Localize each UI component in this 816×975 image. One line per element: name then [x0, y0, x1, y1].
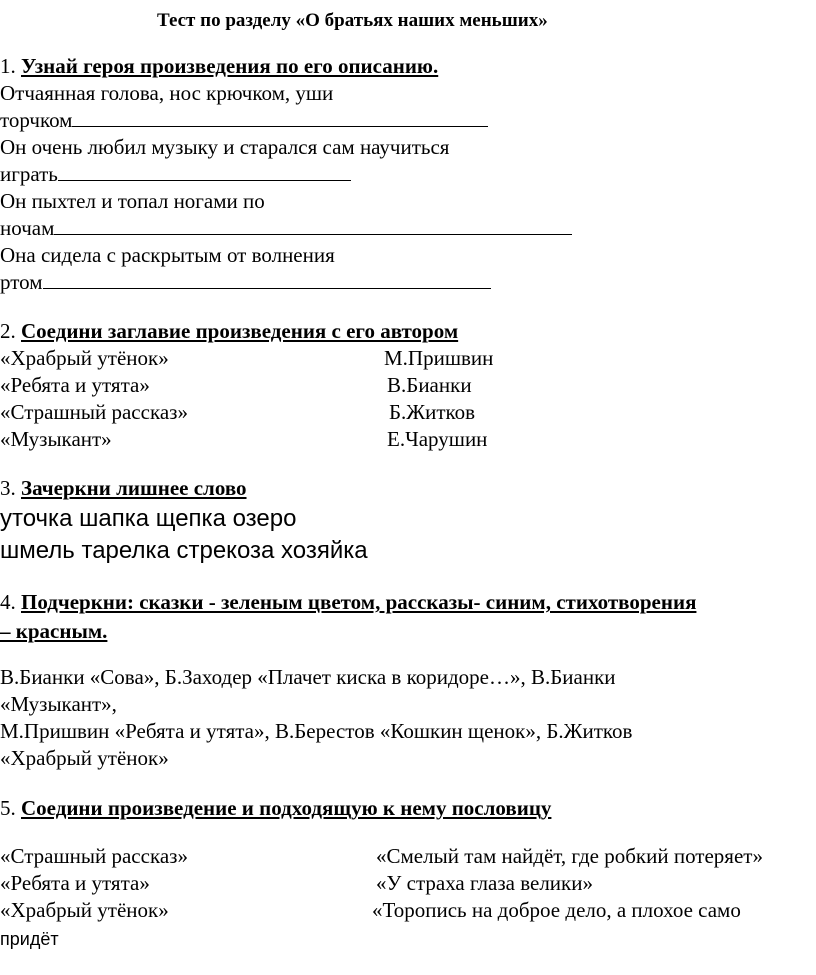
q1-line-2: торчком	[0, 108, 73, 132]
question-2-number: 2.	[0, 319, 16, 343]
answer-blank-4[interactable]	[43, 270, 491, 289]
answer-blank-1[interactable]	[72, 108, 488, 127]
answer-blank-2[interactable]	[58, 162, 351, 181]
page-title: Тест по разделу «О братьях наших меньших»	[157, 10, 548, 31]
q2-title-2: «Ребята и утята»	[0, 373, 150, 397]
question-1-number: 1.	[0, 54, 16, 78]
q2-author-1: М.Пришвин	[384, 346, 494, 370]
q1-answer-row-2	[0, 161, 351, 187]
q4-line-2: «Музыкант»,	[0, 692, 117, 716]
question-4-heading-cont: – красным.	[0, 619, 108, 643]
question-5-number: 5.	[0, 796, 16, 820]
q3-word-row-1: уточка шапка щепка озеро	[0, 505, 297, 532]
q5-proverb-2: «У страха глаза велики»	[376, 871, 593, 895]
question-1-heading: Узнай героя произведения по его описанию.	[21, 54, 439, 78]
q1-line-6: ночам	[0, 216, 55, 240]
answer-blank-3[interactable]	[54, 216, 572, 235]
q2-author-3: Б.Житков	[389, 400, 476, 424]
question-2-header	[0, 318, 458, 344]
q2-title-1: «Храбрый утёнок»	[0, 346, 169, 370]
question-4-number: 4.	[0, 590, 16, 614]
q5-proverb-1: «Смелый там найдёт, где робкий потеряет»	[376, 844, 763, 868]
question-2-heading: Соедини заглавие произведения с его автором	[21, 319, 459, 343]
q3-word-row-2: шмель тарелка стрекоза хозяйка	[0, 537, 368, 564]
q1-line-1: Отчаянная голова, нос крючком, уши	[0, 81, 334, 105]
q5-proverb-3: «Торопись на доброе дело, а плохое само	[372, 898, 741, 922]
question-1-header	[0, 53, 438, 79]
q4-line-3: М.Пришвин «Ребята и утята», В.Берестов «Кошкин щенок», Б.Житков	[0, 719, 633, 743]
q1-answer-row-3	[0, 215, 572, 241]
q1-line-7: Она сидела с раскрытым от волнения	[0, 243, 335, 267]
q5-title-2: «Ребята и утята»	[0, 871, 150, 895]
question-5-heading: Соедини произведение и подходящую к нему пословицу	[21, 796, 552, 820]
question-4-heading: Подчеркни: сказки - зеленым цветом, рассказы- синим, стихотворения	[21, 590, 697, 614]
q2-author-2: В.Бианки	[387, 373, 472, 397]
q5-proverb-3-continuation: придёт	[0, 929, 59, 949]
q1-line-5: Он пыхтел и топал ногами по	[0, 189, 265, 213]
q4-line-4: «Храбрый утёнок»	[0, 746, 169, 770]
q1-answer-row-4	[0, 269, 491, 295]
question-3-heading: Зачеркни лишнее слово	[21, 476, 247, 500]
question-5-header	[0, 795, 551, 821]
q2-author-4: Е.Чарушин	[387, 427, 488, 451]
q1-line-3: Он очень любил музыку и старался сам научиться	[0, 135, 450, 159]
q4-line-1: В.Бианки «Сова», Б.Заходер «Плачет киска в коридоре…», В.Бианки	[0, 665, 616, 689]
q5-title-3: «Храбрый утёнок»	[0, 898, 169, 922]
q2-title-3: «Страшный рассказ»	[0, 400, 188, 424]
question-3-header	[0, 475, 247, 501]
question-4-header	[0, 589, 696, 615]
q1-line-4: играть	[0, 162, 58, 186]
question-3-number: 3.	[0, 476, 16, 500]
q2-title-4: «Музыкант»	[0, 427, 112, 451]
q1-answer-row-1	[0, 107, 488, 133]
q1-line-8: ртом	[0, 270, 43, 294]
q5-title-1: «Страшный рассказ»	[0, 844, 188, 868]
